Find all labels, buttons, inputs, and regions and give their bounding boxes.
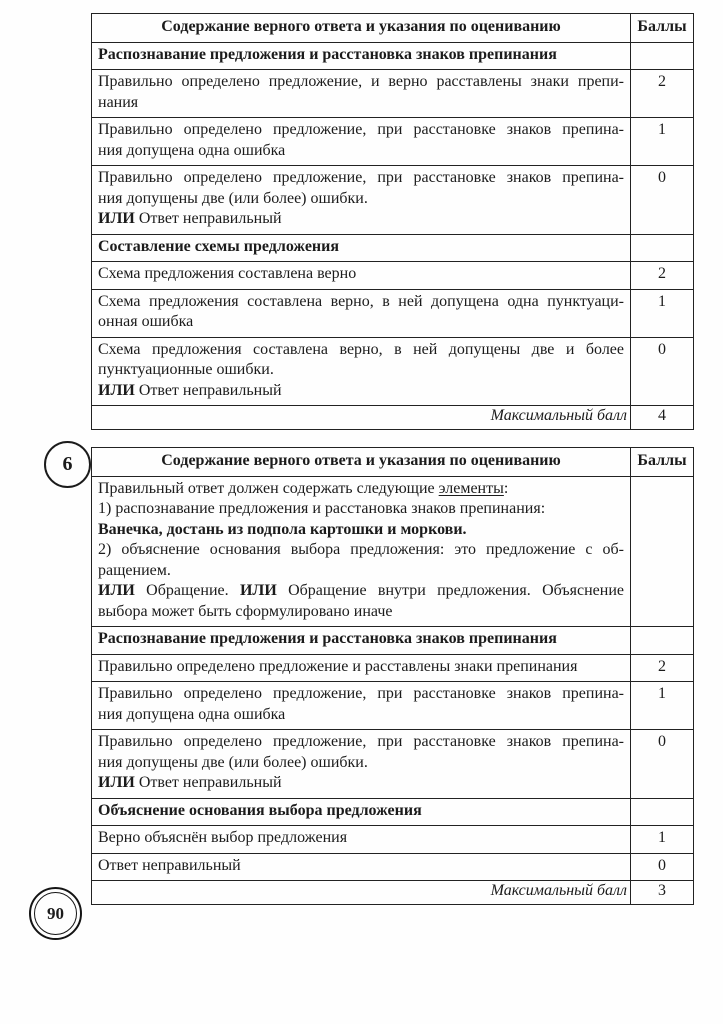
criteria-text: элементы [438,479,504,497]
criteria-cell [92,262,631,290]
criteria-line [98,381,624,402]
criteria-cell [92,826,631,854]
criteria-cell [92,337,631,406]
item-row [92,853,694,881]
score-cell [631,42,694,70]
item-row [92,289,694,337]
criteria-cell [92,627,631,655]
criteria-cell [92,70,631,118]
criteria-text: Ответ неправильный [134,381,282,399]
criteria-text: Верно объяснён выбор предложения [98,829,348,846]
score-cell: 3 [631,881,694,905]
item-row [92,730,694,799]
score-cell: 1 [631,289,694,337]
section-row [92,42,694,70]
score-cell: 4 [631,406,694,430]
score-cell: 1 [631,826,694,854]
criteria-line [98,581,624,602]
criteria-line [98,520,624,541]
score-cell: 2 [631,262,694,290]
header-row [92,14,694,43]
header-score-label: Баллы [631,448,694,477]
score-cell: 0 [631,730,694,799]
criteria-text: выбора может быть сформулировано иначе [98,602,393,620]
criteria-line [98,479,624,500]
max-row [92,881,694,905]
criteria-cell [92,234,631,262]
item-row [92,682,694,730]
criteria-text: Максимальный балл [490,882,627,899]
criteria-line [98,773,624,794]
criteria-line [98,561,624,582]
criteria-text: пунктуационные ошибки. [98,361,274,378]
score-cell: 1 [631,682,694,730]
criteria-text: Ответ неправильный [134,774,282,791]
criteria-line [98,753,624,774]
page-number-label: 90 [47,903,64,923]
criteria-line [98,340,624,361]
page-number-badge [29,887,82,940]
header-score-label: Баллы [631,14,694,43]
criteria-line [98,237,624,258]
criteria-text: Ответ неправильный [134,210,282,227]
criteria-line [98,657,624,678]
criteria-text: ИЛИ [98,210,135,227]
criteria-line [98,72,624,93]
criteria-line [98,141,624,162]
criteria-cell [92,798,631,826]
criteria-text: Обращение. [134,582,240,599]
criteria-text: Правильно определено предложение, при расстановке знаков препина- [98,169,624,186]
criteria-line [98,292,624,313]
criteria-line [98,881,627,902]
criteria-text: 2) объяснение основания выбора предложения: это предложение с об- [98,541,624,558]
criteria-line [98,629,624,650]
criteria-line [98,684,624,705]
section-row [92,798,694,826]
page-number-inner-circle [34,892,77,935]
criteria-text: ИЛИ [98,774,135,791]
criteria-line [98,264,624,285]
criteria-cell [92,42,631,70]
criteria-line [98,856,624,877]
criteria-line [98,209,624,230]
score-cell [631,476,694,627]
item-row [92,654,694,682]
criteria-cell [92,118,631,166]
criteria-text: Правильный ответ должен содержать следующие [98,479,439,497]
item-row [92,70,694,118]
criteria-text: Правильно определено предложение, при расстановке знаков препина- [98,733,624,750]
criteria-text: Составление схемы предложения [98,237,340,255]
criteria-line [98,828,624,849]
criteria-text: : [503,479,509,497]
item-row [92,826,694,854]
task-number-label: 6 [62,453,73,475]
criteria-text: ращением. [98,561,171,579]
score-cell [631,798,694,826]
criteria-cell [92,166,631,235]
scoring-table-task5 [91,13,694,430]
score-cell: 1 [631,118,694,166]
score-cell: 0 [631,166,694,235]
criteria-text: Распознавание предложения и расстановка знаков препинания [98,630,557,647]
criteria-line [98,499,624,520]
score-cell: 0 [631,337,694,406]
criteria-line [98,168,624,189]
item-row [92,476,694,627]
criteria-text: Распознавание предложения и расстановка знаков препинания [98,45,557,63]
criteria-cell [92,654,631,682]
header-content-label: Содержание верного ответа и указания по оцениванию [92,14,631,43]
criteria-text: ИЛИ [239,582,277,599]
criteria-text: Схема предложения составлена верно, в ней допущены две и более [98,340,624,358]
criteria-text: Правильно определено предложение, при расстановке знаков препина- [98,121,624,138]
criteria-line [98,406,627,427]
criteria-text: Правильно определено предложение и расставлены знаки препинания [98,657,578,675]
criteria-cell [92,289,631,337]
criteria-cell [92,881,631,905]
score-cell: 2 [631,70,694,118]
criteria-cell [92,853,631,881]
criteria-text: нания [98,93,139,111]
criteria-text: ИЛИ [98,582,135,599]
criteria-text: Обращение внутри предложения. Объяснение [276,582,624,599]
criteria-text: ния допущены две (или более) ошибки. [98,753,368,771]
criteria-text: Схема предложения составлена верно, в ней допущена одна пунктуаци- [98,292,624,310]
criteria-text: Правильно определено предложение, и верно расставлены знаки препи- [98,73,624,90]
score-cell: 2 [631,654,694,682]
criteria-text: Объяснение основания выбора предложения [98,801,422,819]
item-row [92,262,694,290]
criteria-line [98,732,624,753]
item-row [92,166,694,235]
criteria-text: Ванечка, достань из подпола картошки и моркови. [98,520,467,538]
criteria-text: Максимальный балл [490,407,627,424]
criteria-line [98,360,624,381]
criteria-cell [92,730,631,799]
header-content-label: Содержание верного ответа и указания по оцениванию [92,448,631,477]
scoring-table-task6 [91,447,694,905]
criteria-text: Ответ неправильный [98,856,241,874]
item-row [92,118,694,166]
criteria-text: 1) распознавание предложения и расстановка знаков препинания: [98,500,546,517]
criteria-line [98,540,624,561]
score-cell: 0 [631,853,694,881]
criteria-line [98,93,624,114]
header-row [92,448,694,477]
criteria-text: Правильно определено предложение, при расстановке знаков препина- [98,685,624,702]
criteria-text: Схема предложения составлена верно [98,265,357,282]
criteria-line [98,312,624,333]
criteria-text: ния допущена одна ошибка [98,141,286,159]
score-cell [631,627,694,655]
task-number-badge [44,441,91,488]
item-row [92,337,694,406]
criteria-line [98,120,624,141]
section-row [92,234,694,262]
criteria-text: ния допущены две (или более) ошибки. [98,189,368,207]
criteria-line [98,705,624,726]
criteria-line [98,189,624,210]
score-cell [631,234,694,262]
criteria-text: онная ошибка [98,313,194,330]
criteria-line [98,45,624,66]
criteria-cell [92,682,631,730]
criteria-text: ИЛИ [98,381,135,399]
criteria-line [98,602,624,623]
criteria-text: ния допущена одна ошибка [98,705,286,723]
criteria-cell [92,406,631,430]
section-row [92,627,694,655]
max-row [92,406,694,430]
criteria-cell [92,476,631,627]
criteria-line [98,801,624,822]
